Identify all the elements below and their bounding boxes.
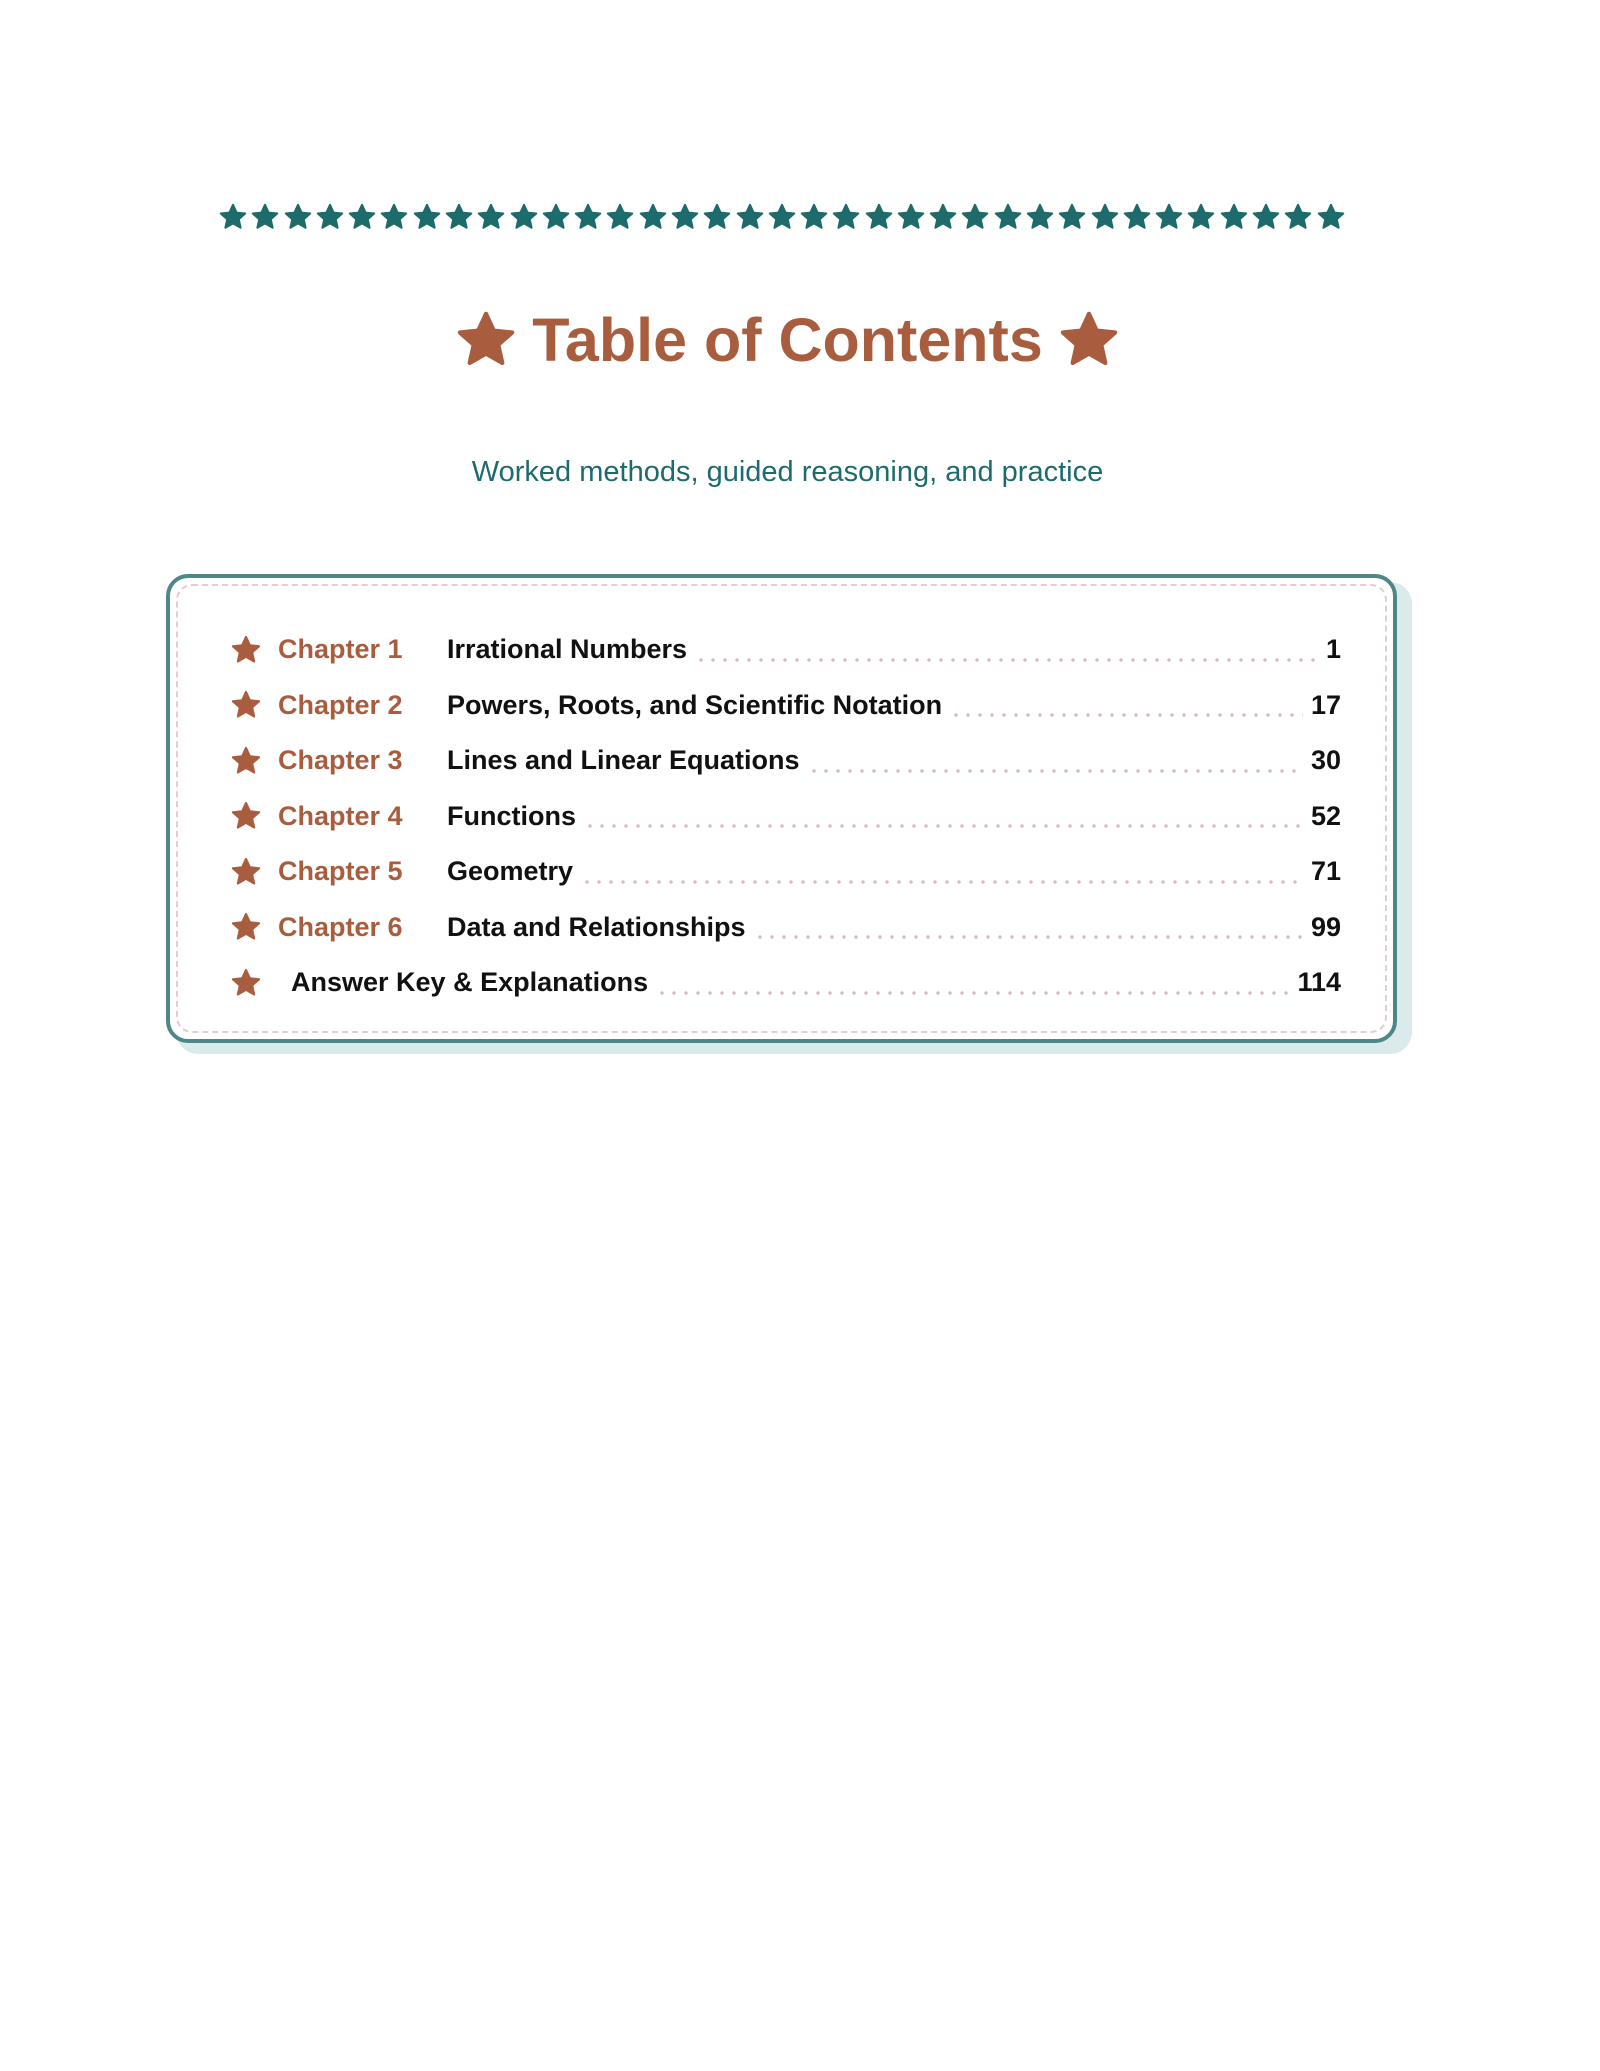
page-title-text: Table of Contents [532,306,1043,374]
page-number: 99 [1310,911,1341,942]
dot-leader [808,769,1303,773]
chapter-label: Chapter 4 [278,800,403,831]
star-icon [230,800,262,832]
chapter-label: Chapter 6 [278,911,403,942]
chapter-label: Chapter 1 [278,634,403,665]
toc-entry-answer-key[interactable] [230,955,1341,1011]
star-icon [1316,202,1346,232]
star-icon [218,202,248,232]
star-icon [767,202,797,232]
chapter-title: Data and Relationships [447,911,746,942]
chapter-label: Chapter 3 [278,745,403,776]
star-icon [1090,202,1120,232]
star-icon [993,202,1023,232]
chapter-label: Chapter 5 [278,856,403,887]
star-icon [1057,202,1087,232]
dot-leader [950,713,1303,717]
star-icon [444,202,474,232]
star-icon [379,202,409,232]
toc-entry[interactable] [230,900,1341,956]
star-icon [1154,202,1184,232]
star-icon [1186,202,1216,232]
star-icon [1122,202,1152,232]
star-icon [928,202,958,232]
star-icon [864,202,894,232]
star-icon [735,202,765,232]
page-number: 1 [1325,634,1341,665]
star-icon [702,202,732,232]
star-icon [230,634,262,666]
star-icon [605,202,635,232]
star-icon [230,689,262,721]
star-border [218,200,1346,234]
page-number: 52 [1310,800,1341,831]
star-icon [1283,202,1313,232]
star-icon [230,856,262,888]
page-number: 71 [1310,856,1341,887]
star-icon [670,202,700,232]
star-icon [347,202,377,232]
toc-entry[interactable] [230,733,1341,789]
chapter-label: Chapter 2 [278,689,403,720]
star-icon [638,202,668,232]
star-icon [1057,308,1121,372]
star-icon [1219,202,1249,232]
chapter-title: Irrational Numbers [447,634,688,665]
page-title [0,300,1575,380]
chapter-title: Geometry [447,856,574,887]
toc-entry[interactable] [230,622,1341,678]
dot-leader [584,824,1303,828]
star-icon [896,202,926,232]
star-icon [799,202,829,232]
star-icon [960,202,990,232]
star-icon [476,202,506,232]
star-icon [230,745,262,777]
star-icon [509,202,539,232]
star-icon [250,202,280,232]
star-icon [283,202,313,232]
star-icon [315,202,345,232]
dot-leader [581,880,1303,884]
star-icon [1251,202,1281,232]
star-icon [831,202,861,232]
page-number: 17 [1310,689,1341,720]
chapter-title: Powers, Roots, and Scientific Notation [447,689,943,720]
dot-leader [695,658,1318,662]
page-number: 114 [1297,967,1341,998]
star-icon [230,967,262,999]
star-icon [454,308,518,372]
star-icon [412,202,442,232]
star-icon [230,911,262,943]
answer-key-title: Answer Key & Explanations [291,967,649,998]
dot-leader [656,991,1289,995]
star-icon [1025,202,1055,232]
star-icon [573,202,603,232]
toc-list [230,622,1341,1011]
page-number: 30 [1310,745,1341,776]
toc-entry[interactable] [230,678,1341,734]
toc-entry[interactable] [230,844,1341,900]
chapter-title: Lines and Linear Equations [447,745,800,776]
star-icon [541,202,571,232]
dot-leader [754,935,1303,939]
chapter-title: Functions [447,800,576,831]
page-subtitle: Worked methods, guided reasoning, and practice [471,456,1104,488]
toc-entry[interactable] [230,789,1341,845]
toc-box [166,574,1397,1043]
